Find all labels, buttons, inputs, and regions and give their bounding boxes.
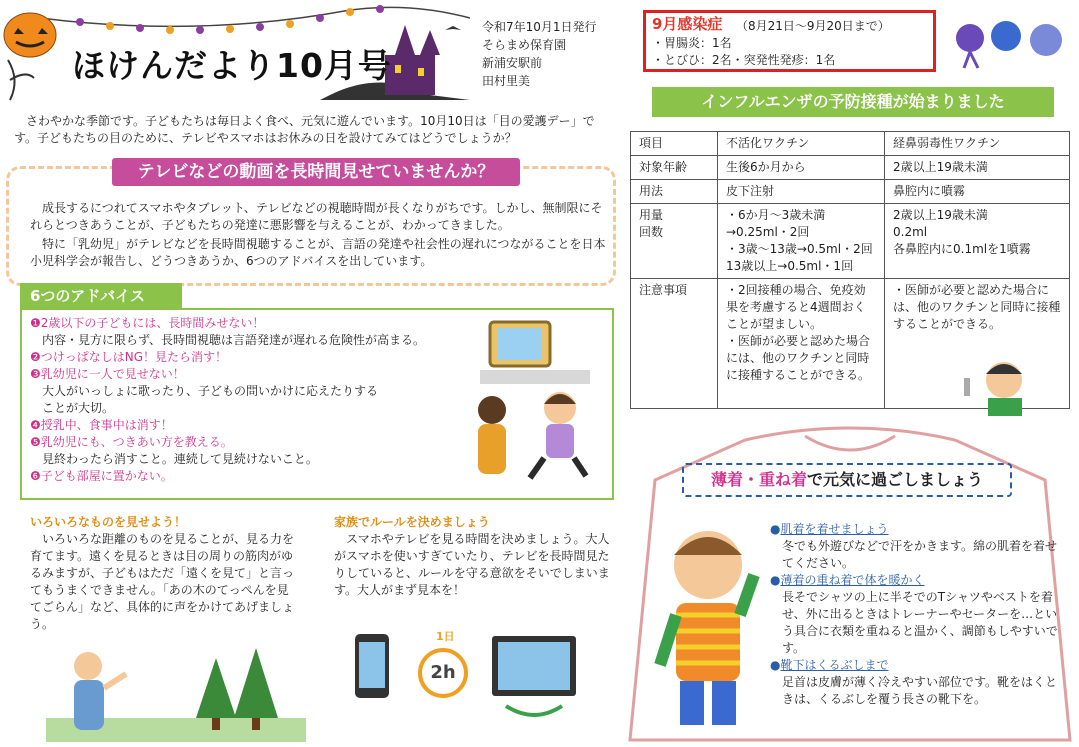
- clothing-heading-highlight: 薄着・重ね着: [710, 470, 807, 489]
- advice-item: ❷つけっぱなしはNG！見たら消す！: [30, 350, 228, 364]
- tv-section-heading: テレビなどの動画を長時間見せていませんか？: [112, 158, 520, 186]
- advice-item: ❶2歳以下の子どもには、長時間みせない！: [30, 316, 265, 330]
- location: 新浦安駅前: [482, 56, 543, 70]
- hours-label: 2h: [430, 662, 456, 683]
- nasal-spray-illustration: [960, 350, 1030, 416]
- table-cell: 鼻腔内に噴霧: [885, 180, 1070, 204]
- author-name: 田村里美: [482, 74, 531, 88]
- clothing-tip-title: ●薄着の重ね着で体を暖かく: [770, 573, 925, 587]
- table-cell: ・2回接種の場合、免疫効果を考慮すると4週間おくことが望ましい。 ・医師が必要と認めた場合には、他のワクチンと同時に接種することができる。: [718, 279, 885, 409]
- infection-line-2: ・とびひ：2名・突発性発疹：1名: [652, 53, 836, 67]
- infection-period: （8月21日～9月20日まで）: [736, 19, 890, 33]
- rules-heading: 家族でルールを決めましょう: [334, 515, 490, 529]
- clothing-tip-title: ●靴下はくるぶしまで: [770, 658, 889, 672]
- table-cell: 皮下注射: [718, 180, 885, 204]
- advice-heading: 6つのアドバイス: [20, 283, 182, 310]
- advice-desc: 内容・見方に限らず、長時間視聴は言語発達が遅れる危険性が高まる。: [42, 333, 426, 347]
- clothing-tip-text: 足首は皮膚が薄く冷えやすい部位です。靴をはくときは、くるぶしを覆う長さの靴下を。: [782, 675, 1058, 706]
- clothing-tip-title: ●肌着を着せましょう: [770, 522, 889, 536]
- organization-name: そらまめ保育園: [482, 38, 567, 52]
- advice-desc: ことが大切。: [42, 401, 115, 415]
- clothing-heading-box: [682, 463, 1012, 497]
- flu-heading: インフルエンザの予防接種が始まりました: [652, 87, 1054, 117]
- infection-heading: 9月感染症: [652, 15, 723, 33]
- table-cell: 用法: [631, 180, 718, 204]
- clothing-tip-text: 冬でも外遊びなどで汗をかきます。綿の肌着を着せてください。: [782, 539, 1058, 570]
- rules-text: スマホやテレビを見る時間を決めましょう。大人がスマホを使いすぎていたり、テレビを長時間見たりしていると、ルールを守る意欲をそいでしまいます。大人がまず見本を！: [334, 532, 610, 597]
- table-cell: 対象年齢: [631, 156, 718, 180]
- table-cell: 2歳以上19歳未満: [885, 156, 1070, 180]
- television-icon: [486, 628, 586, 728]
- advice-item: ❻子ども部屋に置かない。: [30, 469, 173, 483]
- infection-line-1: ・胃腸炎：1名: [652, 36, 732, 50]
- advice-desc: 見終わったら消すこと。連続して見続けないこと。: [42, 452, 318, 466]
- issuer-block: [482, 18, 597, 90]
- clothing-heading-rest: で元気に過ごしましょう: [807, 470, 984, 489]
- tv-section-paragraph-1: 成長するにつれてスマホやタブレット、テレビなどの視聴時間が長くなりがちです。しかし、無制限にそれらとつきあうことが、子どもたちの発達に悪影響を与えることが、わかってきました。: [30, 201, 603, 232]
- look-heading: いろいろなものを見せよう！: [30, 515, 187, 529]
- intro-text: さわやかな季節です。子どもたちは毎日よく食べ、元気に遊んでいます。10月10日は「目の愛護デー」です。子どもたちの目のために、テレビやスマホはお休みの日を設けてみてはどうでしょうか？: [14, 114, 595, 145]
- table-row: [631, 156, 1070, 180]
- newsletter-title: ほけんだより10月号: [72, 46, 392, 85]
- tree-viewing-illustration: [46, 638, 306, 742]
- table-cell-text: ・医師が必要と認めた場合には、他のワクチンと同時に接種することができる。: [893, 283, 1061, 331]
- table-cell: 注意事項: [631, 279, 718, 409]
- table-row: [631, 204, 1070, 279]
- clothing-tip-text: 長そでシャツの上に半そでのTシャツやベストを着せ、外に出るときはトレーナーやセーターを…という具合に衣類を重ねると温かく、調節もしやすいです。: [782, 590, 1058, 655]
- table-header-row: [631, 132, 1070, 156]
- parent-child-tv-illustration: [460, 318, 608, 490]
- advice-item: ❹授乳中、食事中は消す！: [30, 418, 173, 432]
- table-cell: 生後6か月から: [718, 156, 885, 180]
- child-in-layers-illustration: [650, 515, 770, 735]
- table-cell: 2歳以上19歳未満 0.2ml 各鼻腔内に0.1mlを1噴霧: [885, 204, 1070, 279]
- germ-characters-illustration: [948, 8, 1074, 74]
- table-header: 不活化ワクチン: [718, 132, 885, 156]
- tv-section-paragraph-2: 特に「乳幼児」がテレビなどを長時間視聴することが、言語の発達や社会性の遅れにつながることを日本小児科学会が報告し、どうつきあうか、6つのアドバイスを出しています。: [30, 237, 606, 268]
- look-text: いろいろな距離のものを見ることが、見る力を育てます。遠くを見るときは目の周りの筋肉がゆるみますが、子どもはただ「遠くを見て」と言ってもうまくできません。「あの木のてっぺんを見てごらん」など、具体的に声をかけてあげましょう。: [30, 532, 295, 631]
- advice-list: [30, 315, 470, 485]
- daily-limit-icon: [418, 648, 468, 698]
- advice-item: ❸乳幼児に一人で見せない！: [30, 367, 185, 381]
- table-cell: ・6か月～3歳未満 →0.25ml・2回 ・3歳～13歳→0.5ml・2回 13歳以上→0.5ml・1回: [718, 204, 885, 279]
- table-header: 経鼻弱毒性ワクチン: [885, 132, 1070, 156]
- table-header: 項目: [631, 132, 718, 156]
- issue-date: 令和7年10月1日発行: [482, 20, 597, 34]
- clothing-tips: [770, 521, 1060, 708]
- table-cell: 用量 回数: [631, 204, 718, 279]
- smartphone-icon: [345, 628, 405, 708]
- advice-desc: 大人がいっしょに歌ったり、子どもの問いかけに応えたりする: [42, 384, 379, 398]
- daily-label: 1日: [436, 630, 455, 643]
- table-row: [631, 180, 1070, 204]
- advice-item: ❺乳幼児にも、つきあい方を教える。: [30, 435, 233, 449]
